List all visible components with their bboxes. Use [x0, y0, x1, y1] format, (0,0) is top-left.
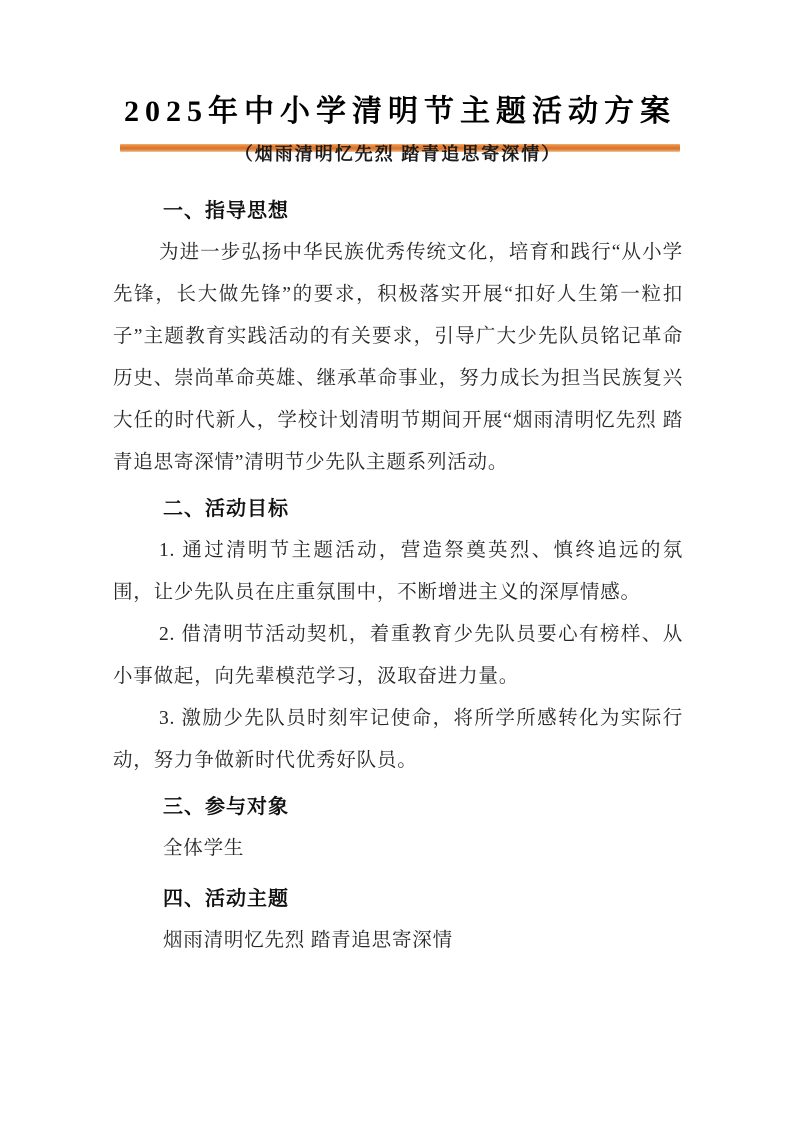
page-title: 2025年中小学清明节主题活动方案 [124, 95, 676, 128]
subtitle-block [113, 136, 683, 176]
list-item-goal-2: 2. 借清明节活动契机，着重教育少先队员要心有榜样、从小事做起，向先辈模范学习，汲取奋进力量。 [113, 624, 683, 687]
paragraph-participants: 全体学生 [163, 838, 245, 859]
document-body [113, 190, 683, 962]
section-heading-activity-goals: 二、活动目标 [163, 498, 289, 520]
paragraph-activity-theme: 烟雨清明忆先烈 踏青追思寄深情 [163, 930, 453, 951]
section-heading-activity-theme: 四、活动主题 [163, 888, 289, 910]
list-item-goal-3: 3. 激励少先队员时刻牢记使命，将所学所感转化为实际行动，努力争做新时代优秀好队员。 [113, 708, 683, 771]
section-heading-participants: 三、参与对象 [163, 796, 289, 818]
title-block [113, 0, 683, 176]
list-item-goal-1: 1. 通过清明节主题活动，营造祭奠英烈、慎终追远的氛围，让少先队员在庄重氛围中，不断增进主义的深厚情感。 [113, 540, 683, 603]
page-subtitle: （烟雨清明忆先烈 踏青追思寄深情） [234, 144, 562, 164]
spacer [113, 870, 683, 878]
section-heading-guiding-thought: 一、指导思想 [163, 200, 289, 222]
paragraph-guiding-thought: 为进一步弘扬中华民族优秀传统文化，培育和践行“从小学先锋，长大做先锋”的要求，积极落实开展“扣好人生第一粒扣子”主题教育实践活动的有关要求，引导广大少先队员铭记革命历史、崇尚革命英雄、继承革命事业，努力成长为担当民族复兴大任的时代新人，学校计划清明节期间开展“烟雨清明忆先烈 踏青追思寄深情”清明节少先队主题系列活动。 [113, 242, 683, 473]
document-content [113, 0, 683, 962]
